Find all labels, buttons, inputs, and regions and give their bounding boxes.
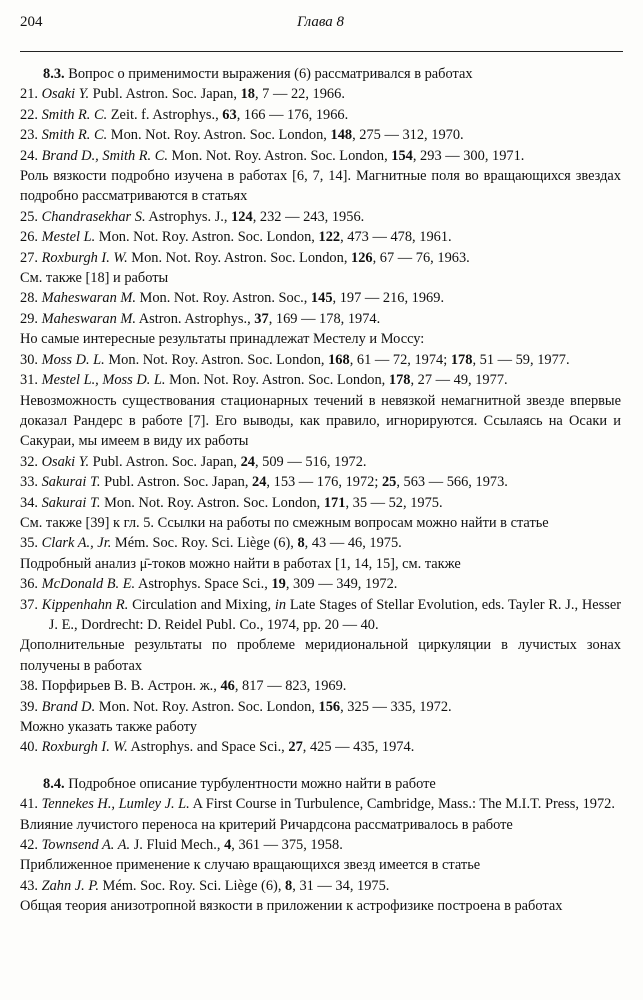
reference-pages: , 7 — 22, 1966.: [254, 86, 345, 103]
reference-item: [20, 697, 621, 717]
reference-source: Publ. Astron. Soc. Japan,: [100, 474, 253, 491]
reference-pages: , 169 — 178, 1974.: [268, 310, 381, 327]
paragraph-text: Вопрос о применимости выражения (6) рассматривался в работах: [64, 66, 473, 82]
paragraph: [20, 268, 621, 288]
paragraph: [20, 774, 621, 794]
reference-volume: 126: [351, 249, 373, 266]
reference-authors: Townsend A. A.: [41, 837, 131, 854]
reference-pages: , 232 — 243, 1956.: [252, 208, 365, 225]
reference-item: [20, 533, 621, 553]
reference-pages: , 309 — 349, 1972.: [285, 576, 398, 593]
reference-volume: 145: [310, 290, 333, 307]
reference-item: [20, 248, 621, 268]
reference-source: Circulation and Mixing,: [128, 596, 275, 613]
reference-volume: 24: [240, 453, 255, 470]
paragraph-text: Роль вязкости подробно изучена в работах [6, 7, 14]. Магнитные поля во вращающихся звездах подробно рассматриваются в статьях: [20, 168, 621, 205]
page-body: [20, 64, 621, 917]
reference-source: Publ. Astron. Soc. Japan,: [89, 86, 241, 103]
reference-authors: Moss D. L.: [41, 351, 105, 368]
reference-authors: Maheswaran M.: [41, 290, 136, 307]
reference-number: 22.: [20, 106, 38, 123]
reference-item: [20, 876, 621, 896]
reference-item: [20, 146, 621, 166]
reference-number: 40.: [20, 739, 38, 756]
reference-volume: 178: [450, 351, 473, 368]
reference-pages: , 35 — 52, 1975.: [345, 494, 443, 511]
reference-number: 43.: [20, 877, 38, 894]
reference-source: Mon. Not. Roy. Astron. Soc. London,: [165, 372, 389, 389]
paragraph: [20, 64, 621, 84]
reference-number: 25.: [20, 208, 38, 225]
reference-item: [20, 227, 621, 247]
reference-pages: , 509 — 516, 1972.: [254, 453, 367, 470]
reference-source: Порфирьев В. В. Астрон. ж.,: [41, 678, 221, 695]
reference-source: Mon. Not. Roy. Astron. Soc. London,: [95, 229, 319, 246]
reference-number: 23.: [20, 127, 38, 144]
reference-authors: Brand D.: [41, 698, 96, 715]
reference-pages: , 563 — 566, 1973.: [396, 474, 508, 491]
reference-source: Mon. Not. Roy. Astron. Soc. London,: [127, 249, 352, 266]
paragraph-text: Дополнительные результаты по проблеме меридиональной циркуляции в лучистых зонах получены в работах: [20, 637, 621, 674]
paragraph-text: Приближенное применение к случаю вращающихся звезд имеется в статье: [20, 857, 481, 874]
reference-authors: Sakurai T.: [41, 494, 101, 511]
reference-pages: , 361 — 375, 1958.: [231, 837, 343, 854]
reference-volume: 178: [388, 372, 411, 389]
reference-authors: Mestel L., Moss D. L.: [41, 372, 166, 389]
reference-volume: 27: [288, 739, 303, 756]
reference-volume: 122: [318, 229, 341, 246]
reference-item: [20, 676, 621, 696]
reference-pages: , 31 — 34, 1975.: [292, 877, 390, 894]
reference-number: 37.: [20, 596, 38, 613]
reference-number: 38.: [20, 678, 38, 695]
reference-authors: Smith R. C.: [41, 106, 108, 123]
reference-number: 34.: [20, 494, 38, 511]
reference-item: [20, 288, 621, 308]
reference-number: 33.: [20, 474, 38, 491]
reference-pages: , 275 — 312, 1970.: [352, 127, 464, 144]
reference-number: 35.: [20, 535, 38, 552]
paragraph: [20, 391, 621, 452]
paragraph: [20, 513, 621, 533]
reference-source: Astron. Astrophys.,: [135, 310, 255, 327]
reference-volume: 124: [231, 208, 253, 225]
reference-number: 39.: [20, 698, 38, 715]
reference-volume: 154: [391, 147, 413, 164]
reference-authors: Tennekes H., Lumley J. L.: [41, 796, 190, 813]
reference-item: [20, 794, 621, 814]
reference-number: 24.: [20, 147, 38, 164]
reference-pages: , 153 — 176, 1972;: [266, 474, 382, 491]
section-number: 8.4.: [43, 775, 65, 792]
reference-item: [20, 309, 621, 329]
paragraph-text: Можно указать также работу: [20, 719, 198, 735]
reference-authors: Roxburgh I. W.: [41, 739, 128, 756]
reference-source: Zeit. f. Astrophys.,: [107, 106, 223, 123]
reference-volume: 8: [285, 877, 293, 894]
reference-authors: Chandrasekhar S.: [41, 208, 146, 225]
reference-authors: Kippenhahn R.: [41, 596, 129, 613]
reference-item: [20, 125, 621, 145]
reference-source: Mon. Not. Roy. Astron. Soc. London,: [100, 494, 324, 511]
reference-pages: , 67 — 76, 1963.: [372, 249, 470, 266]
reference-number: 31.: [20, 372, 38, 389]
reference-item: [20, 737, 621, 757]
reference-number: 36.: [20, 576, 38, 593]
header-rule: [20, 51, 623, 52]
reference-item: [20, 493, 621, 513]
reference-pages: , 51 — 59, 1977.: [472, 351, 570, 368]
reference-volume: 19: [271, 576, 286, 593]
reference-item: [20, 84, 621, 104]
paragraph-text: Общая теория анизотропной вязкости в приложении к астрофизике построена в работах: [20, 898, 563, 915]
reference-pages: , 817 — 823, 1969.: [234, 678, 347, 695]
reference-source: Mon. Not. Roy. Astron. Soc.,: [135, 290, 311, 307]
running-title: Глава 8: [296, 14, 345, 30]
page-number: 204: [20, 14, 43, 30]
reference-source: Astrophys. J.,: [145, 208, 232, 225]
reference-volume: 46: [220, 678, 235, 695]
paragraph: [20, 896, 621, 916]
paragraph-text: См. также [39] к гл. 5. Ссылки на работы по смежным вопросам можно найти в статье: [20, 514, 549, 531]
paragraph-text: См. также [18] и работы: [20, 270, 169, 287]
reference-volume: 8: [297, 535, 305, 552]
paragraph: [20, 855, 621, 875]
reference-pages: , 43 — 46, 1975.: [304, 535, 402, 552]
reference-volume: 4: [224, 837, 232, 854]
reference-volume: 18: [240, 86, 255, 103]
paragraph: [20, 635, 621, 676]
reference-authors: Brand D., Smith R. C.: [41, 147, 168, 164]
reference-volume: 24: [252, 474, 267, 491]
reference-source: Mém. Soc. Roy. Sci. Liège (6),: [98, 877, 286, 894]
reference-volume: 156: [318, 698, 341, 715]
paragraph: [20, 329, 621, 349]
reference-item: [20, 595, 621, 636]
reference-authors: Maheswaran M.: [41, 310, 136, 327]
reference-source: Mon. Not. Roy. Astron. Soc. London,: [167, 147, 392, 164]
reference-authors: Clark A., Jr.: [41, 535, 112, 552]
reference-number: 30.: [20, 351, 38, 368]
reference-item: [20, 207, 621, 227]
reference-volume: 171: [323, 494, 346, 511]
reference-pages: , 27 — 49, 1977.: [410, 372, 508, 389]
reference-number: 26.: [20, 229, 38, 246]
paragraph: [20, 717, 621, 737]
reference-authors: Osaki Y.: [41, 453, 90, 470]
reference-source: Mon. Not. Roy. Astron. Soc. London,: [104, 351, 329, 368]
reference-authors: Zahn J. P.: [41, 877, 99, 894]
reference-authors: Osaki Y.: [41, 86, 90, 103]
reference-authors: Sakurai T.: [41, 474, 101, 491]
reference-number: 29.: [20, 310, 38, 327]
reference-pages: , 166 — 176, 1966.: [236, 106, 349, 123]
paragraph: [20, 815, 621, 835]
paragraph: [20, 554, 621, 574]
paragraph-text: Но самые интересные результаты принадлежат Местелу и Моссу:: [20, 331, 425, 348]
reference-item: [20, 574, 621, 594]
reference-source: Astrophys. Space Sci.,: [135, 576, 272, 593]
paragraph-text: Подробное описание турбулентности можно найти в работе: [64, 775, 436, 792]
reference-pages: , 473 — 478, 1961.: [340, 229, 452, 246]
reference-source: Mon. Not. Roy. Astron. Soc. London,: [107, 127, 331, 144]
paragraph-text: Влияние лучистого переноса на критерий Ричардсона рассматривалось в работе: [20, 816, 513, 833]
reference-pages: , 197 — 216, 1969.: [332, 290, 445, 307]
reference-authors: Smith R. C.: [41, 127, 108, 144]
reference-pages: , 61 — 72, 1974;: [349, 351, 451, 368]
reference-pages: Late Stages of Stellar Evolution, eds. Tayler R. J., Hesser J. E., Dordrecht: D. Reidel Publ. Co., 1974, pp. 20 — 40.: [48, 596, 622, 633]
reference-number: 27.: [20, 249, 38, 266]
reference-item: [20, 370, 621, 390]
reference-item: [20, 452, 621, 472]
reference-source: Mon. Not. Roy. Astron. Soc. London,: [95, 698, 319, 715]
reference-volume: 37: [254, 310, 269, 327]
reference-source: Astrophys. and Space Sci.,: [127, 739, 289, 756]
reference-number: 42.: [20, 837, 38, 854]
section-number: 8.3.: [43, 66, 65, 82]
reference-source: A First Course in Turbulence, Cambridge, Mass.: The M.I.T. Press, 1972.: [189, 796, 615, 813]
section-gap: [20, 758, 621, 774]
reference-authors: McDonald B. E.: [41, 576, 136, 593]
reference-pages: , 293 — 300, 1971.: [412, 147, 525, 164]
reference-volume: 148: [330, 127, 353, 144]
reference-number: 41.: [20, 796, 38, 813]
reference-italic: in: [274, 596, 287, 613]
reference-item: [20, 105, 621, 125]
reference-number: 21.: [20, 86, 38, 103]
reference-source: Mém. Soc. Roy. Sci. Liège (6),: [111, 535, 298, 552]
page-header: [20, 12, 621, 34]
paragraph-text: Подробный анализ μ̄-токов можно найти в работах [1, 14, 15], см. также: [20, 555, 461, 572]
paragraph: [20, 166, 621, 207]
reference-volume: 25: [381, 474, 397, 491]
reference-source: Publ. Astron. Soc. Japan,: [89, 453, 241, 470]
paragraph-text: Невозможность существования стационарных течений в невязкой немагнитной звезде впервые доказал Рандерс в работе [7]. Его выводы, как правило, игнорируются. Ссылаясь на Осаки и Сакураи, мы имеем в виду их работы: [20, 392, 621, 450]
reference-source: J. Fluid Mech.,: [130, 837, 225, 854]
reference-pages: , 425 — 435, 1974.: [302, 739, 415, 756]
reference-volume: 168: [328, 351, 350, 368]
reference-item: [20, 835, 621, 855]
reference-authors: Roxburgh I. W.: [41, 249, 128, 266]
reference-pages: , 325 — 335, 1972.: [340, 698, 452, 715]
reference-number: 32.: [20, 453, 38, 470]
reference-item: [20, 350, 621, 370]
reference-number: 28.: [20, 290, 38, 307]
reference-volume: 63: [222, 106, 237, 123]
reference-item: [20, 472, 621, 492]
reference-authors: Mestel L.: [41, 229, 96, 246]
